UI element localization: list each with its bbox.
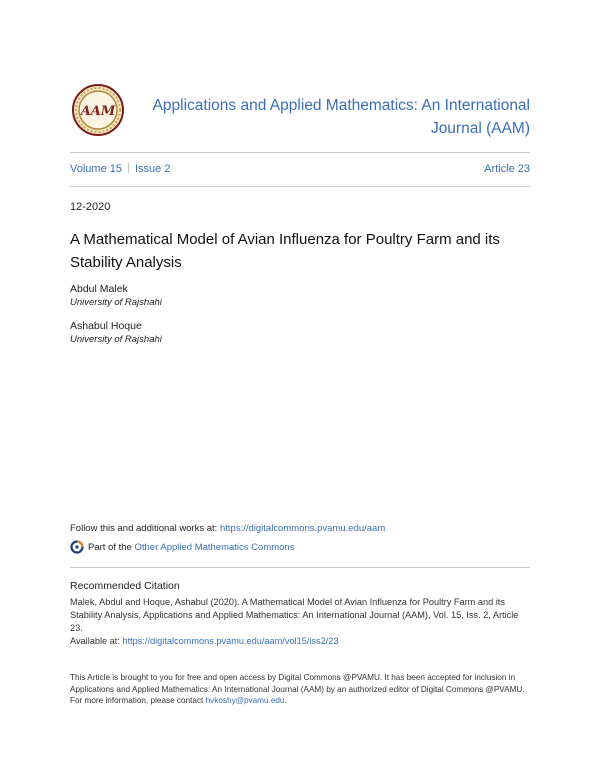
- available-prefix: Available at:: [70, 636, 123, 646]
- volume-link[interactable]: Volume 15: [70, 163, 122, 175]
- logo-text: AAM: [80, 104, 116, 119]
- follow-url-link[interactable]: https://digitalcommons.pvamu.edu/aam: [219, 523, 386, 534]
- article-link[interactable]: Article 23: [484, 163, 530, 175]
- follow-line: [70, 523, 385, 534]
- commons-link[interactable]: Other Applied Mathematics Commons: [134, 541, 295, 553]
- author-name: Abdul Malek: [70, 283, 128, 295]
- article-title: [70, 228, 535, 274]
- follow-prefix: Follow this and additional works at:: [70, 523, 220, 534]
- publication-date: 12-2020: [70, 201, 111, 213]
- issue-link[interactable]: Issue 2: [134, 163, 171, 175]
- issue-separator: [128, 163, 129, 173]
- footer-notice: [70, 672, 532, 707]
- available-line: [70, 636, 338, 646]
- journal-title-line-1[interactable]: Applications and Applied Mathematics: An International: [152, 97, 530, 114]
- part-of-prefix: Part of the: [88, 541, 132, 553]
- divider: [70, 186, 530, 187]
- network-icon: [70, 540, 84, 554]
- journal-title[interactable]: [138, 94, 530, 140]
- author-affiliation: University of Rajshahi: [70, 334, 162, 345]
- available-url-link[interactable]: https://digitalcommons.pvamu.edu/aam/vol15/iss2/23: [122, 636, 339, 646]
- footer-end: .: [284, 696, 287, 705]
- issue-bar: [70, 163, 530, 177]
- part-of-line: [70, 540, 294, 554]
- citation-heading: Recommended Citation: [70, 580, 180, 592]
- citation-text: Malek, Abdul and Hoque, Ashabul (2020). A Mathematical Model of Avian Influenza for Poultry Farm and its Stability Analysis, Applications and Applied Mathematics: An International Journal (AAM), Vol. 15, Iss. 2, Article 23.: [70, 597, 519, 633]
- author-affiliation: University of Rajshahi: [70, 297, 162, 308]
- divider: [70, 152, 530, 153]
- contact-email-link[interactable]: hvkoshy@pvamu.edu: [205, 696, 285, 705]
- journal-logo-icon: [72, 84, 124, 136]
- author-name: Ashabul Hoque: [70, 320, 142, 332]
- footer-text: This Article is brought to you for free and open access by Digital Commons @PVAMU. It has been accepted for inclusion in Applications and Applied Mathematics: An International Journal (AAM) by an authorized editor of Digital Commons @PVAMU. For more information, please contact: [70, 673, 525, 705]
- article-title-line-1: A Mathematical Model of Avian Influenza for Poultry Farm and its: [70, 231, 500, 248]
- divider: [70, 567, 530, 568]
- article-title-line-2: Stability Analysis: [70, 254, 182, 271]
- journal-title-line-2[interactable]: Journal (AAM): [430, 120, 530, 137]
